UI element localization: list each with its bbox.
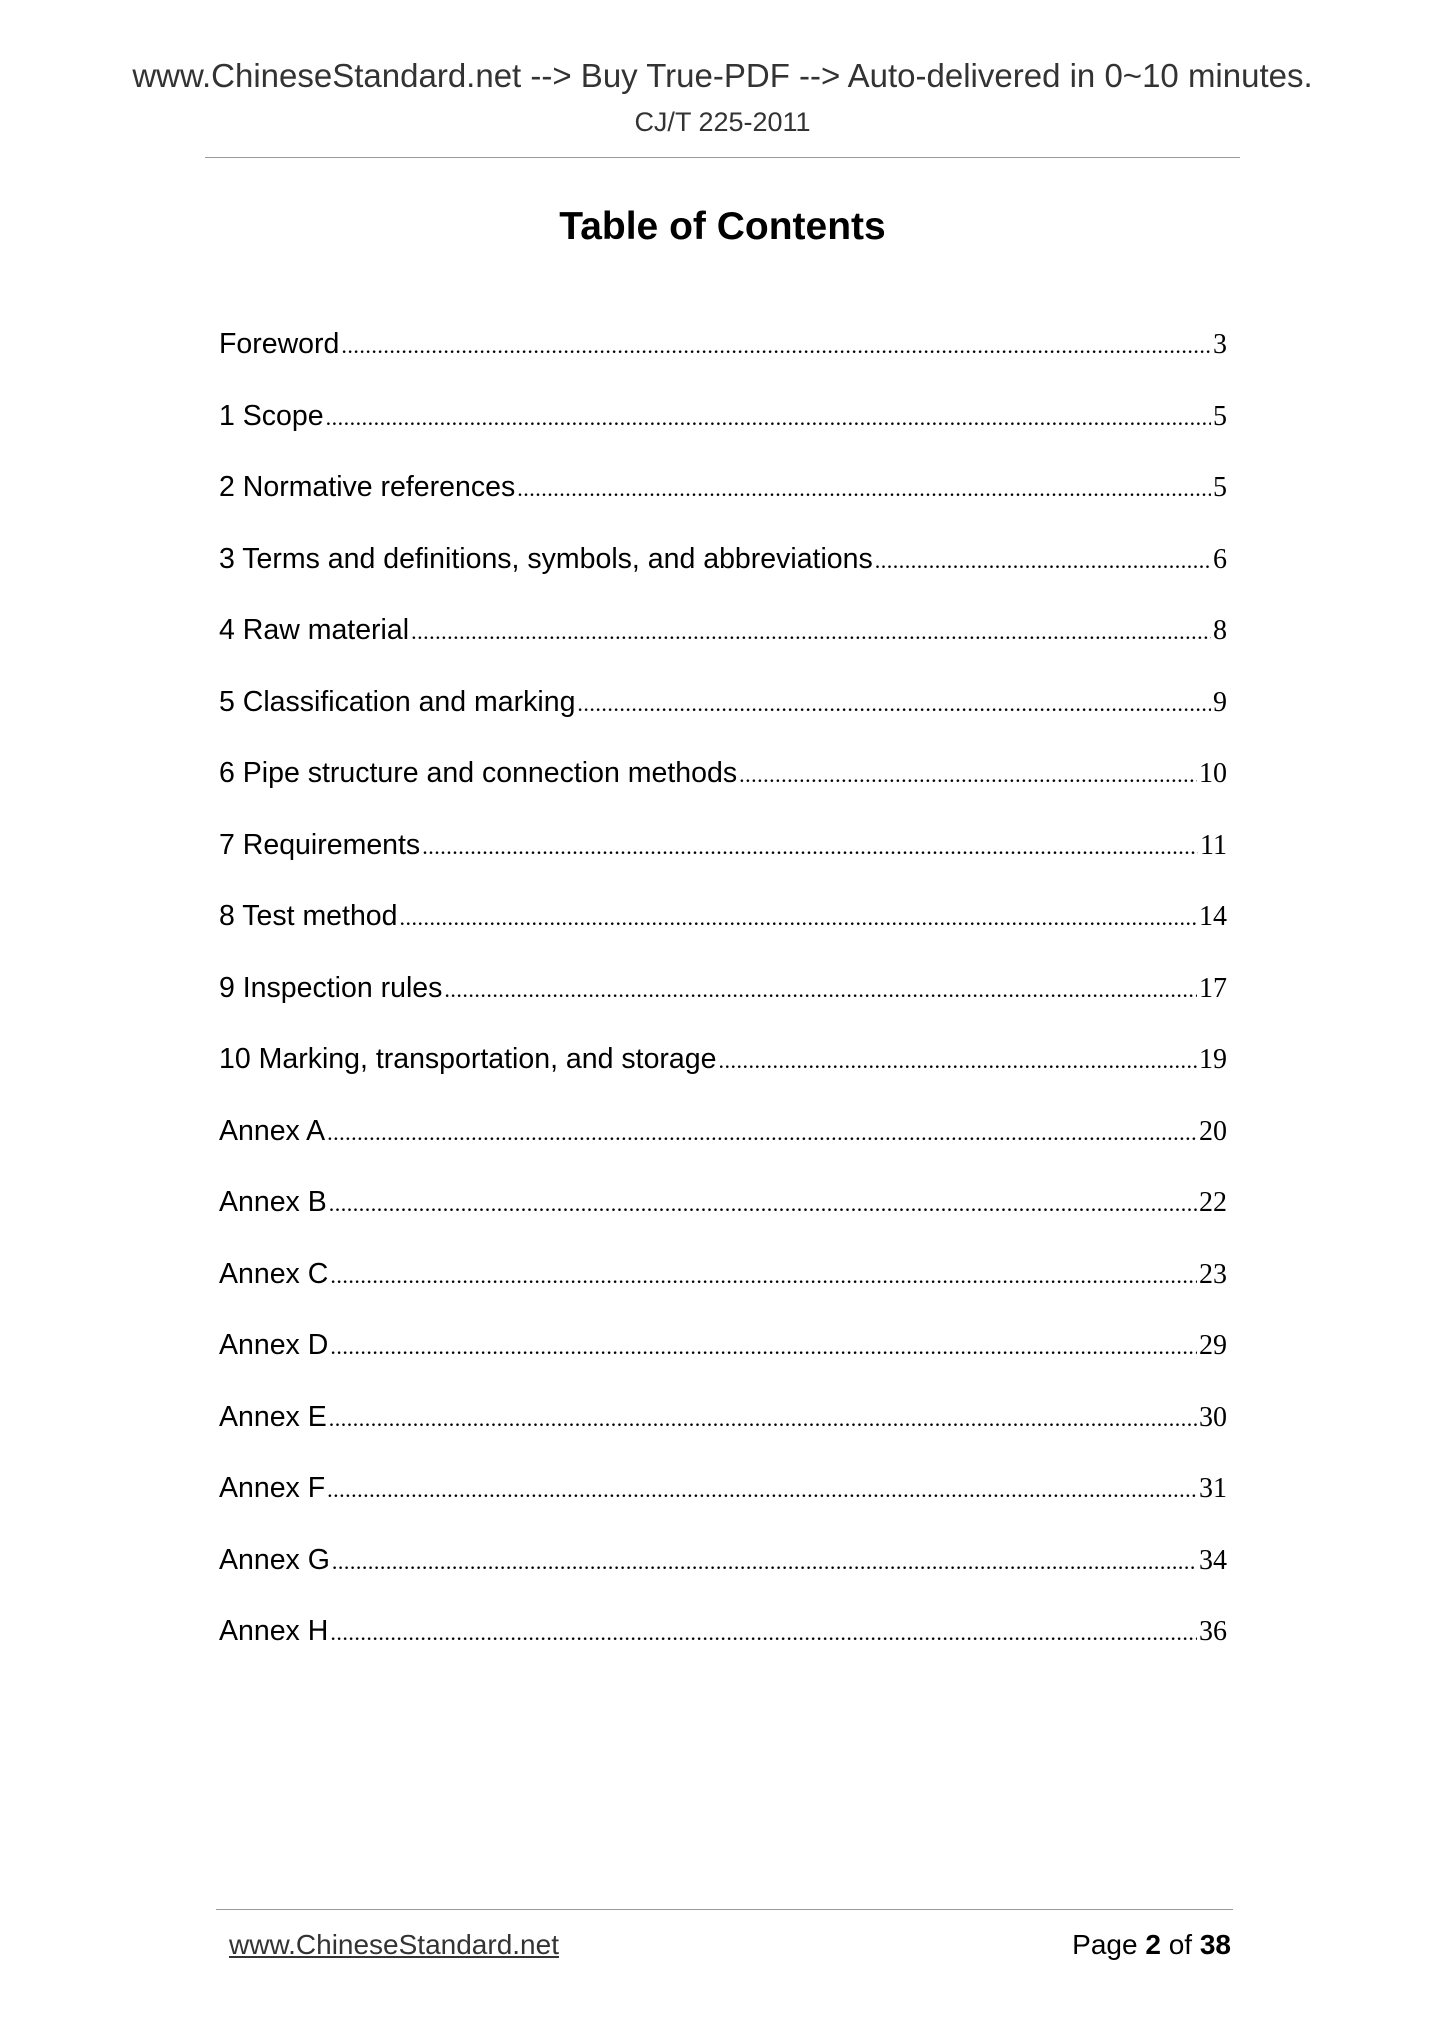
toc-leader-dots [444,972,1197,1008]
toc-leader-dots [326,400,1211,436]
toc-entry-page: 31 [1199,1473,1227,1504]
toc-leader-dots [422,829,1198,865]
toc-entry-annex-h[interactable] [219,1613,1227,1685]
toc-entry-page: 5 [1213,472,1227,503]
toc-entry-marking-transportation-storage[interactable] [219,1041,1227,1113]
current-page: 2 [1145,1929,1161,1960]
page-separator: of [1168,1929,1193,1960]
toc-entry-annex-a[interactable] [219,1113,1227,1185]
toc-entry-page: 9 [1213,686,1227,718]
toc-entry-page: 5 [1213,400,1227,432]
toc-leader-dots [330,1329,1197,1365]
toc-entry-label: Annex G [219,1543,330,1576]
toc-entry-label: 1 Scope [219,399,324,432]
toc-entry-page: 17 [1199,972,1227,1004]
toc-entry-foreword[interactable] [219,326,1227,398]
toc-entry-annex-b[interactable] [219,1184,1227,1256]
toc-entry-label: Annex F [219,1472,326,1504]
toc-entry-page: 8 [1213,615,1227,646]
toc-entry-terms-definitions[interactable] [219,541,1227,613]
toc-entry-raw-material[interactable] [219,612,1227,684]
toc-leader-dots [329,1186,1197,1222]
footer-website-link[interactable]: www.ChineseStandard.net [229,1929,559,1960]
top-banner[interactable]: www.ChineseStandard.net --> Buy True-PDF --> Auto-delivered in 0~10 minutes. [132,57,1313,94]
toc-entry-pipe-structure[interactable] [219,755,1227,827]
toc-entry-page: 11 [1200,829,1227,861]
toc-entry-page: 29 [1199,1330,1227,1361]
toc-list [219,326,1227,1685]
toc-leader-dots [341,328,1211,364]
toc-entry-annex-d[interactable] [219,1327,1227,1399]
toc-entry-label: 5 Classification and marking [219,685,576,718]
toc-leader-dots [577,686,1211,722]
toc-entry-scope[interactable] [219,398,1227,470]
toc-entry-label: 2 Normative references [219,471,516,503]
toc-entry-label: 9 Inspection rules [219,971,443,1004]
toc-entry-classification-marking[interactable] [219,684,1227,756]
toc-entry-label: Annex B [219,1186,327,1218]
toc-entry-page: 14 [1199,901,1227,932]
toc-entry-label: 7 Requirements [219,828,421,861]
toc-entry-annex-g[interactable] [219,1542,1227,1614]
toc-entry-label: 4 Raw material [219,614,410,646]
footer-divider [216,1909,1233,1910]
footer-page-number [1072,1928,1231,1962]
toc-entry-page: 19 [1199,1044,1227,1075]
toc-leader-dots [739,757,1197,793]
toc-leader-dots [327,1115,1197,1151]
toc-entry-inspection-rules[interactable] [219,970,1227,1042]
header-divider [205,157,1240,158]
toc-entry-page: 3 [1213,329,1227,360]
toc-leader-dots [329,1401,1197,1437]
toc-entry-page: 34 [1199,1544,1227,1576]
toc-entry-page: 30 [1199,1401,1227,1433]
toc-entry-label: 10 Marking, transportation, and storage [219,1043,717,1075]
toc-entry-label: Annex C [219,1257,329,1290]
toc-entry-normative-references[interactable] [219,469,1227,541]
toc-entry-label: 8 Test method [219,900,398,932]
total-pages: 38 [1199,1929,1231,1960]
toc-entry-requirements[interactable] [219,827,1227,899]
toc-entry-page: 20 [1199,1115,1227,1147]
toc-entry-annex-c[interactable] [219,1256,1227,1328]
toc-leader-dots [875,543,1211,579]
toc-leader-dots [411,614,1211,650]
document-code: CJ/T 225-2011 [634,107,811,137]
toc-leader-dots [517,471,1211,507]
toc-entry-page: 10 [1199,758,1227,789]
toc-entry-label: Foreword [219,328,340,360]
toc-leader-dots [330,1615,1197,1651]
toc-entry-page: 22 [1199,1187,1227,1218]
toc-title: Table of Contents [559,205,886,248]
toc-entry-annex-e[interactable] [219,1399,1227,1471]
toc-leader-dots [332,1544,1197,1580]
toc-entry-label: Annex H [219,1615,329,1647]
toc-leader-dots [400,900,1197,936]
toc-entry-page: 36 [1199,1616,1227,1647]
toc-leader-dots [327,1472,1197,1508]
page-prefix: Page [1072,1929,1138,1960]
toc-entry-test-method[interactable] [219,898,1227,970]
toc-entry-label: Annex E [219,1400,327,1433]
toc-entry-label: 6 Pipe structure and connection methods [219,757,738,789]
toc-entry-annex-f[interactable] [219,1470,1227,1542]
toc-entry-page: 6 [1213,543,1227,575]
toc-entry-label: 3 Terms and definitions, symbols, and abbreviations [219,542,873,575]
toc-entry-page: 23 [1199,1258,1227,1290]
toc-leader-dots [330,1258,1197,1294]
toc-entry-label: Annex D [219,1329,329,1361]
toc-leader-dots [718,1043,1197,1079]
toc-entry-label: Annex A [219,1114,326,1147]
